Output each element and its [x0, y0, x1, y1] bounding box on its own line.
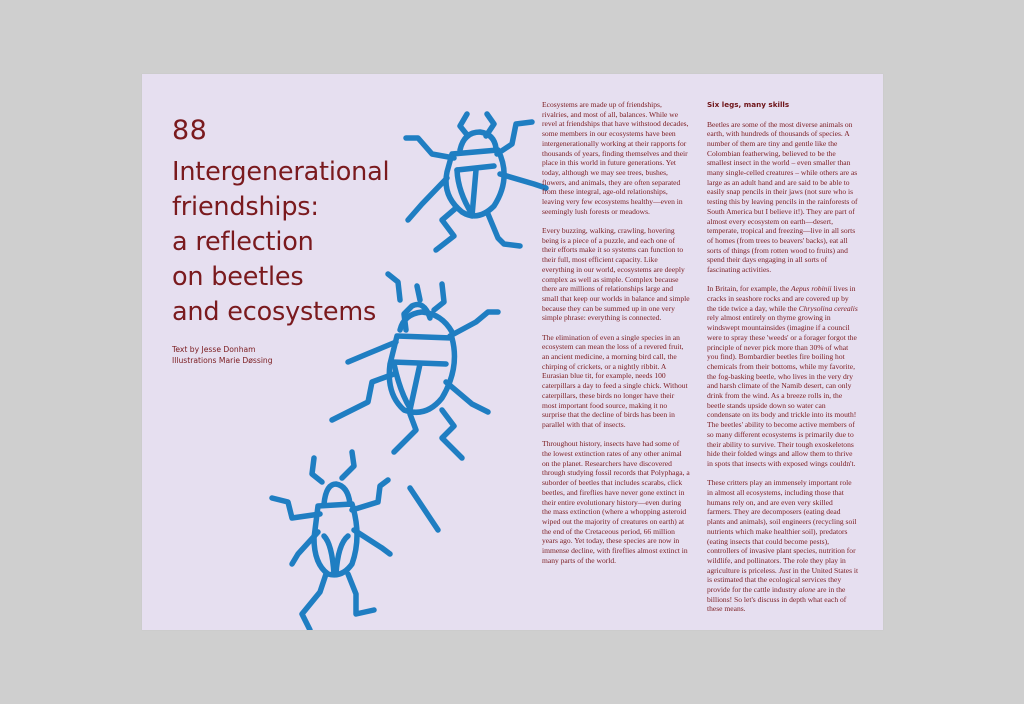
illustrator-credit: Illustrations Marie Døssing — [172, 356, 273, 365]
text-run: rely almost entirely on thyme growing in windswept mountainsides (imagine if a council were to spray these 'weeds' or a forager forgot the principle of never pick more than 30% of what you find). Bombardier beetles fire boiling hot chemicals from their bottoms, while my favorite, the fog-basking beetle, who lives in the very dry and harsh climate of the Namib desert, can only drink from the wind. As a breeze rolls in, the beetle stands upside down so water can condensate on its body and trickle into its mouth! The beetles' ability to become active members of so many different ecosystems is primarily due to their ability to survive. Their tough exoskeletons hide their folded wings and allow them to thrive in spots that insects with exposed wings couldn't. — [707, 313, 857, 468]
paragraph: Beetles are some of the most diverse animals on earth, with hundreds of thousands of species. A number of them are tiny and gentle like the Colombian featherwing, believed to be the smallest insect in the world – even smaller than many single-celled creatures – while others are as large as an adult hand and are said to be able to easily snap pencils in their jaws (not sure who is testing this by leaving pencils in the rainforests of South America but I believe it!). They are part of almost every ecosystem on earth—desert, temperate, tropical and freezing—live in all sorts of homes (from trees to beavers' backs), eat all sorts of things (from rotten wood to fruits) and spend their days engaging in all sorts of fascinating activities. — [707, 119, 858, 275]
paragraph — [707, 284, 859, 468]
headline-line: friendships: — [172, 192, 319, 222]
text-run: These critters play an immensely important role in almost all ecosystems, including those that humans rely on, and are even very skilled farmers. They are decomposers (eating dead plants and animals), soil engineers (recycling soil nutrients which make healthier soil), predators (eating insects that could become pests), controllers of invasive plant species, nutrition for wildlife, and pollinators. The role they play in agriculture is priceless. — [707, 478, 857, 575]
paragraph: Throughout history, insects have had some of the lowest extinction rates of any other animal on the planet. Researchers have discovered through studying fossil records that Polyphaga, a suborder of beetles that includes scarabs, click beetles, and fireflies have never gone extinct in their entire evolutionary history—even during the mass extinction (where a whopping asteroid wiped out the majority of creatures on earth) at the end of the Cretaceous period, 66 million years ago. Yet today, these species are now in immense decline, with fireflies almost extinct in many parts of the world. — [542, 439, 690, 565]
magazine-spread — [142, 74, 883, 630]
text-run: lives in cracks in seashore rocks and are covered up by the tide twice a day, while the — [707, 284, 856, 313]
headline-line: and ecosystems — [172, 297, 377, 327]
text-run: In Britain, for example, the — [707, 284, 792, 294]
headline-line: Intergenerational — [172, 157, 390, 187]
headline-line: on beetles — [172, 262, 304, 292]
text-run: are in the billions! So let's discuss in depth what each of these means. — [707, 585, 847, 614]
title-block — [172, 114, 389, 330]
author-credit: Text by Jesse Donham — [172, 345, 256, 354]
beetle-icon — [406, 114, 546, 250]
paragraph — [707, 478, 859, 614]
species-name: Aepus robinii — [791, 284, 832, 294]
article-number: 88 — [172, 115, 208, 146]
emphasis: Just — [778, 565, 791, 575]
article-column-2 — [707, 100, 859, 624]
beetle-icon — [272, 452, 390, 630]
species-name: Chrysolina cerealis — [798, 303, 858, 313]
text-run: in the United States it is estimated that the ecological services they provide for the cattle industry — [707, 565, 859, 595]
paragraph: Every buzzing, walking, crawling, hovering being is a piece of a puzzle, and each one of their efforts make it so systems can function to their full, most efficient capacity. Like everything in our world, ecosystems are deeply complex as well as simple. Complex because there are millions of relationships large and small that keep our worlds in balance and simple because they can be summed up in one very simple phrase: everything is connected. — [542, 226, 690, 323]
credits — [172, 344, 273, 366]
section-subhead: Six legs, many skills — [707, 100, 790, 109]
emphasis: alone — [798, 585, 816, 595]
illustration-stroke — [410, 488, 438, 530]
headline-line: a reflection — [172, 227, 314, 257]
paragraph: The elimination of even a single species in an ecosystem can mean the loss of a revered fruit, an ancient medicine, a morning bird call, the chirping of crickets, or a nightly ribbit. A Eurasian blue tit, for example, needs 100 caterpillars a day to feed a single chick. Without caterpillars, these birds no longer have their most important food source, making it no surprise that the decline of birds has been in parallel with that of insects. — [542, 332, 688, 429]
article-column-1 — [542, 100, 690, 575]
paragraph: Ecosystems are made up of friendships, rivalries, and most of all, balances. While we revel at friendships that have withstood decades, some members in our ecosystems have been intergenerationally working at their rapports for thousands of years, finding themselves and their place in this world in future generations. Yet today, although we may see trees, bushes, flowers, and animals, they are often separated from these integral, age-old relationships, leaving very few ecosystems healthy—even in seemingly lush forests or meadows. — [542, 100, 689, 216]
article-headline — [172, 155, 389, 330]
